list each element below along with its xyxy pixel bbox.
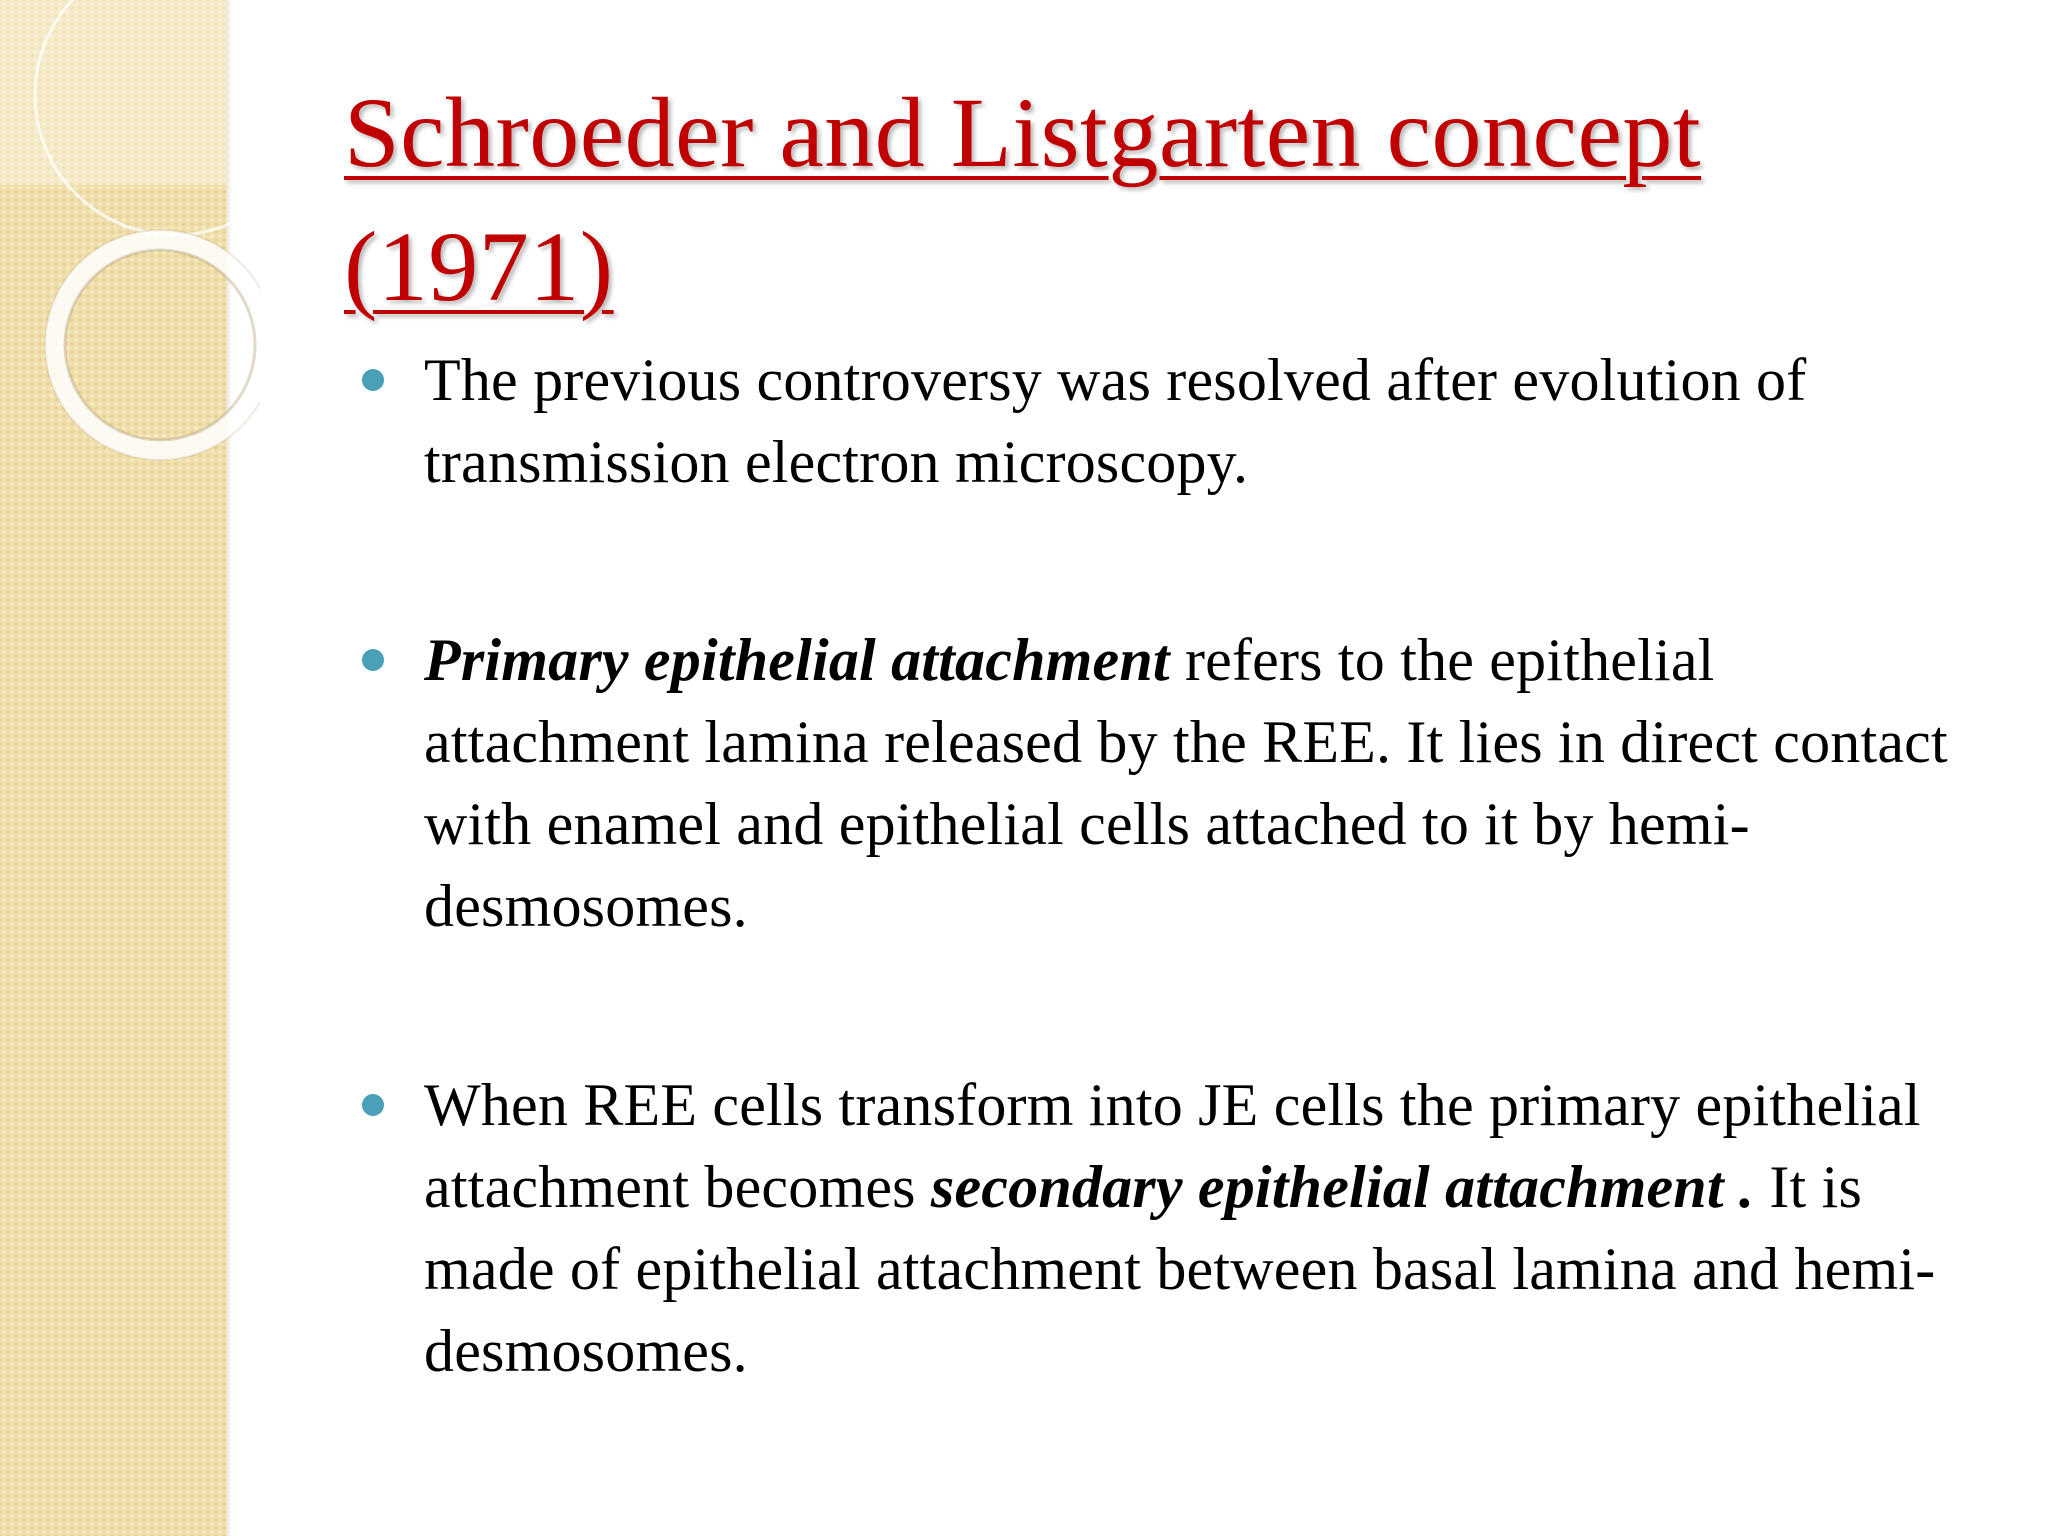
bullet-item xyxy=(424,619,1984,947)
bullet-icon xyxy=(362,1094,384,1116)
bullet-text-after: It is made of epithelial attachment between basal lamina and hemi-desmosomes. xyxy=(424,1154,1936,1384)
bullet-text-before: When REE cells transform into JE cells the primary epithelial attachment becomes xyxy=(424,1072,1921,1220)
bullet-text: The previous controversy was resolved after evolution of transmission electron microscopy. xyxy=(424,347,1807,495)
slide-title: Schroeder and Listgarten concept (1971) xyxy=(344,77,1702,322)
bullet-icon xyxy=(362,369,384,391)
bullet-item xyxy=(424,1064,1984,1392)
bullet-text: refers to the epithelial attachment lamina released by the REE. It lies in direct contact with enamel and epithelial cells attached to it by hemi-desmosomes. xyxy=(424,627,1948,939)
bullet-emphasis: secondary epithelial attachment . xyxy=(930,1154,1755,1220)
bullet-icon xyxy=(362,649,384,671)
bullet-item xyxy=(424,339,1984,503)
bullet-emphasis: Primary epithelial attachment xyxy=(424,627,1170,693)
